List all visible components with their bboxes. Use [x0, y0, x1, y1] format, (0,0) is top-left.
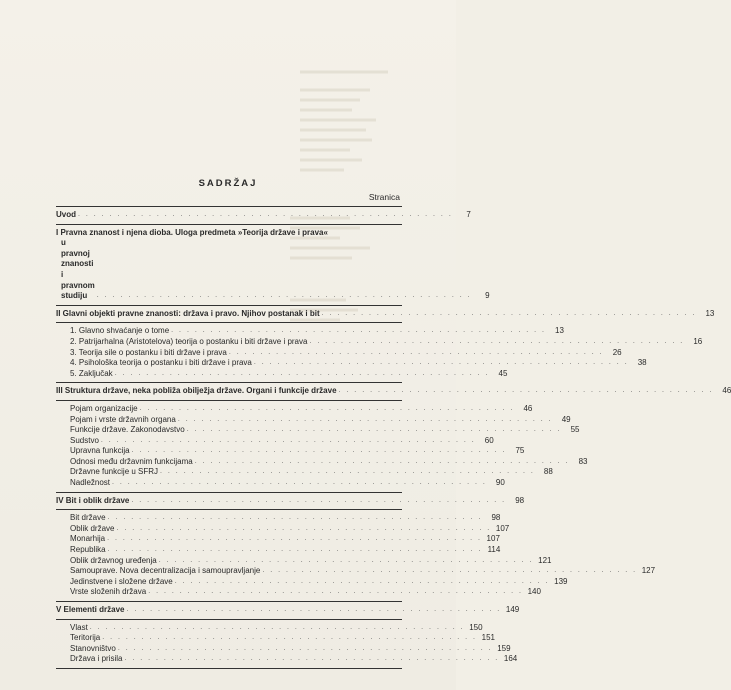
entry-title: Pojam i vrste državnih organa	[70, 414, 176, 424]
entry-title: Republika	[70, 545, 106, 555]
entry-page: 13	[555, 326, 564, 336]
toc-section-4-items	[56, 510, 656, 602]
entry-title: Sudstvo	[70, 435, 99, 445]
entry-page: 127	[641, 566, 656, 576]
dot-leader: . . . . . . . . . . . . . . . . . . . . . . . . . . . . . . . . . . . . . . . . . . . . . . . .	[114, 369, 490, 377]
dot-leader: . . . . . . . . . . . . . . . . . . . . . . . . . . . . . . . . . . . . . . . . . . . . . . . .	[160, 468, 535, 476]
entry-title: 3. Teorija sile o postanku i biti države i prava	[70, 347, 227, 357]
toc-subentry	[56, 414, 571, 426]
dot-leader: . . . . . . . . . . . . . . . . . . . . . . . . . . . . . . . . . . . . . . . . . . . . . . . .	[309, 337, 685, 345]
dot-leader: . . . . . . . . . . . . . . . . . . . . . . . . . . . . . . . . . . . . . . . . . . . . . . . .	[148, 588, 523, 596]
entry-page: 88	[543, 467, 553, 477]
entry-page: 121	[538, 555, 552, 565]
dot-leader: . . . . . . . . . . . . . . . . . . . . . . . . . . . . . . . . . . . . . . . . . . . . . . . .	[131, 447, 507, 455]
entry-title: 4. Psihološka teorija o postanku i biti države i prava	[70, 358, 252, 368]
entry-page: 140	[527, 587, 541, 597]
entry-title: Upravna funkcija	[70, 446, 130, 456]
toc-subentry	[56, 555, 552, 567]
entry-page: 98	[491, 513, 501, 523]
toc-entry	[56, 227, 490, 302]
entry-title: III Struktura države, neka pobliža obilježja države. Organi i funkcije države	[56, 386, 337, 396]
entry-page: 16	[693, 336, 703, 346]
entry-title: 2. Patrijarhalna (Aristotelova) teorija o postanku i biti države i prava	[70, 336, 308, 346]
toc-section-5	[56, 602, 520, 620]
dot-leader: . . . . . . . . . . . . . . . . . . . . . . . . . . . . . . . . . . . . . . . . . . . . . . . .	[228, 348, 604, 356]
table-of-contents	[56, 206, 731, 669]
toc-entry	[56, 495, 525, 507]
toc-subentry	[56, 633, 495, 644]
contents-heading: SADRŽAJ	[198, 178, 258, 189]
entry-page: 83	[578, 456, 588, 466]
toc-subentry	[56, 336, 703, 348]
entry-page: 13	[705, 308, 715, 318]
dot-leader: . . . . . . . . . . . . . . . . . . . . . . . . . . . . . . . . . . . . . . . . . . . . . . . .	[107, 514, 483, 522]
entry-page: 49	[561, 414, 571, 424]
entry-page: 139	[554, 576, 568, 586]
dot-leader: . . . . . . . . . . . . . . . . . . . . . . . . . . . . . . . . . . . . . . . . . . . . . . . .	[112, 479, 487, 487]
toc-subentry	[56, 587, 541, 598]
entry-title: V Elementi države	[56, 605, 125, 614]
entry-page: 26	[612, 347, 622, 357]
toc-section-3-items	[56, 401, 588, 493]
entry-page: 159	[497, 643, 511, 653]
dot-leader: . . . . . . . . . . . . . . . . . . . . . . . . . . . . . . . . . . . . . . . . . . . . . . . .	[174, 577, 550, 585]
toc-subentry	[56, 513, 501, 524]
toc-entry	[56, 605, 520, 616]
entry-title: Oblik državnog uređenja	[70, 555, 157, 565]
entry-title: Bit države	[70, 513, 106, 523]
dot-leader: . . . . . . . . . . . . . . . . . . . . . . . . . . . . . . . . . . . . . . . . . . . . . . . .	[89, 623, 465, 631]
toc-subentry	[56, 534, 500, 545]
dot-leader: . . . . . . . . . . . . . . . . . . . . . . . . . . . . . . . . . . . . . . . . . . . . . . . .	[107, 535, 482, 543]
entry-page: 55	[570, 425, 580, 435]
entry-page: 90	[495, 478, 505, 488]
entry-page: 38	[637, 358, 647, 368]
dot-leader: . . . . . . . . . . . . . . . . . . . . . . . . . . . . . . . . . . . . . . . . . . . . . . . .	[131, 496, 507, 504]
dot-leader: . . . . . . . . . . . . . . . . . . . . . . . . . . . . . . . . . . . . . . . . . . . . . . . .	[338, 387, 714, 395]
toc-subentry	[56, 403, 533, 415]
dot-leader: . . . . . . . . . . . . . . . . . . . . . . . . . . . . . . . . . . . . . . . . . . . . . . . .	[96, 292, 472, 300]
dot-leader: . . . . . . . . . . . . . . . . . . . . . . . . . . . . . . . . . . . . . . . . . . . . . . . .	[177, 415, 553, 423]
dot-leader: . . . . . . . . . . . . . . . . . . . . . . . . . . . . . . . . . . . . . . . . . . . . . . . .	[117, 644, 493, 652]
toc-section-5-items	[56, 620, 518, 669]
dot-leader: . . . . . . . . . . . . . . . . . . . . . . . . . . . . . . . . . . . . . . . . . . . . . . . .	[116, 524, 492, 532]
toc-entry	[56, 308, 715, 320]
toc-subentry	[56, 654, 518, 665]
toc-subentry	[56, 456, 588, 468]
toc-subentry	[56, 566, 656, 577]
entry-title: Vrste složenih država	[70, 587, 147, 597]
entry-page: 164	[503, 654, 518, 664]
entry-page: 45	[498, 368, 508, 378]
entry-title: 1. Glavno shvaćanje o tome	[70, 326, 170, 336]
toc-subentry	[56, 643, 511, 655]
entry-title: Država i prisila	[70, 654, 123, 664]
entry-title: Monarhija	[70, 534, 106, 544]
entry-page: 98	[515, 495, 525, 505]
entry-title: Vlast	[70, 622, 88, 632]
entry-page: 150	[469, 622, 483, 632]
toc-section-uvod	[56, 207, 471, 225]
dot-leader: . . . . . . . . . . . . . . . . . . . . . . . . . . . . . . . . . . . . . . . . . . . . . . . .	[194, 457, 570, 465]
entry-page: 46	[523, 403, 533, 413]
dot-leader: . . . . . . . . . . . . . . . . . . . . . . . . . . . . . . . . . . . . . . . . . . . . . . . .	[262, 567, 638, 575]
entry-title: Uvod	[56, 210, 76, 219]
entry-page: 151	[481, 633, 495, 643]
dot-leader: . . . . . . . . . . . . . . . . . . . . . . . . . . . . . . . . . . . . . . . . . . . . . . . .	[321, 309, 697, 317]
entry-title: II Glavni objekti pravne znanosti: država i pravo. Njihov postanak i bit	[56, 308, 320, 318]
dot-leader: . . . . . . . . . . . . . . . . . . . . . . . . . . . . . . . . . . . . . . . . . . . . . . . .	[107, 546, 483, 554]
toc-section-1	[56, 225, 490, 306]
entry-title: Nadležnost	[70, 478, 111, 488]
toc-section-4	[56, 493, 525, 511]
entry-title: Oblik države	[70, 523, 115, 533]
entry-page: 149	[505, 605, 520, 614]
dot-leader: . . . . . . . . . . . . . . . . . . . . . . . . . . . . . . . . . . . . . . . . . . . . . . . .	[126, 606, 502, 613]
entry-title: Jedinstvene i složene države	[70, 576, 173, 586]
entry-title: Odnosi među državnim funkcijama	[70, 456, 193, 466]
entry-page: 107	[495, 523, 510, 533]
entry-title: Državne funkcije u SFRJ	[70, 467, 159, 477]
entry-title-line2: u pravnoj znanosti i pravnom studiju	[61, 238, 95, 301]
toc-subentry	[56, 347, 622, 359]
toc-entry	[56, 386, 731, 397]
entry-title-line1: I Pravna znanost i njena dioba. Uloga predmeta »Teorija države i prava«	[56, 227, 328, 237]
dot-leader: . . . . . . . . . . . . . . . . . . . . . . . . . . . . . . . . . . . . . . . . . . . . . . . .	[253, 359, 629, 367]
entry-page: 7	[466, 210, 471, 219]
toc-subentry	[56, 545, 501, 556]
toc-subentry	[56, 622, 483, 634]
entry-page: 107	[486, 534, 500, 544]
entry-title: Pojam organizacije	[70, 403, 138, 413]
entry-title: Funkcije države. Zakonodavstvo	[70, 425, 185, 435]
toc-subentry	[56, 523, 510, 535]
dot-leader: . . . . . . . . . . . . . . . . . . . . . . . . . . . . . . . . . . . . . . . . . . . . . . . .	[186, 426, 562, 434]
toc-subentry	[56, 467, 553, 478]
toc-subentry	[56, 478, 505, 489]
entry-page: 75	[515, 446, 525, 456]
dot-leader: . . . . . . . . . . . . . . . . . . . . . . . . . . . . . . . . . . . . . . . . . . . . . . . .	[158, 556, 534, 564]
entry-title: Teritorija	[70, 633, 101, 643]
toc-subentry	[56, 368, 508, 380]
toc-subentry	[56, 326, 564, 337]
entry-page: 9	[485, 291, 490, 301]
toc-subentry	[56, 576, 568, 588]
entry-page: 46	[722, 386, 731, 396]
entry-page: 114	[487, 545, 501, 555]
dot-leader: . . . . . . . . . . . . . . . . . . . . . . . . . . . . . . . . . . . . . . . . . . . . . . . .	[102, 634, 477, 642]
dot-leader: . . . . . . . . . . . . . . . . . . . . . . . . . . . . . . . . . . . . . . . . . . . . . . . .	[139, 404, 515, 412]
toc-subentry	[56, 358, 647, 369]
dot-leader: . . . . . . . . . . . . . . . . . . . . . . . . . . . . . . . . . . . . . . . . . . . . . . . .	[124, 655, 500, 663]
toc-section-2-items	[56, 323, 703, 383]
dot-leader: . . . . . . . . . . . . . . . . . . . . . . . . . . . . . . . . . . . . . . . . . . . . . . . .	[171, 327, 546, 335]
entry-title: 5. Zaključak	[70, 368, 113, 378]
toc-subentry	[56, 446, 525, 457]
toc-section-2	[56, 306, 715, 324]
toc-subentry	[56, 435, 494, 447]
toc-subentry	[56, 425, 580, 436]
entry-title: Samouprave. Nova decentralizacija i samoupravljanje	[70, 566, 261, 576]
entry-title: Stanovništvo	[70, 643, 116, 653]
toc-section-3	[56, 383, 731, 401]
dot-leader: . . . . . . . . . . . . . . . . . . . . . . . . . . . . . . . . . . . . . . . . . . . . . . . .	[78, 211, 453, 218]
entry-title: IV Bit i oblik države	[56, 495, 130, 505]
dot-leader: . . . . . . . . . . . . . . . . . . . . . . . . . . . . . . . . . . . . . . . . . . . . . . . .	[100, 436, 476, 444]
page-column-label: Stranica	[368, 192, 400, 202]
toc-entry	[56, 210, 471, 221]
entry-page: 60	[484, 435, 494, 445]
